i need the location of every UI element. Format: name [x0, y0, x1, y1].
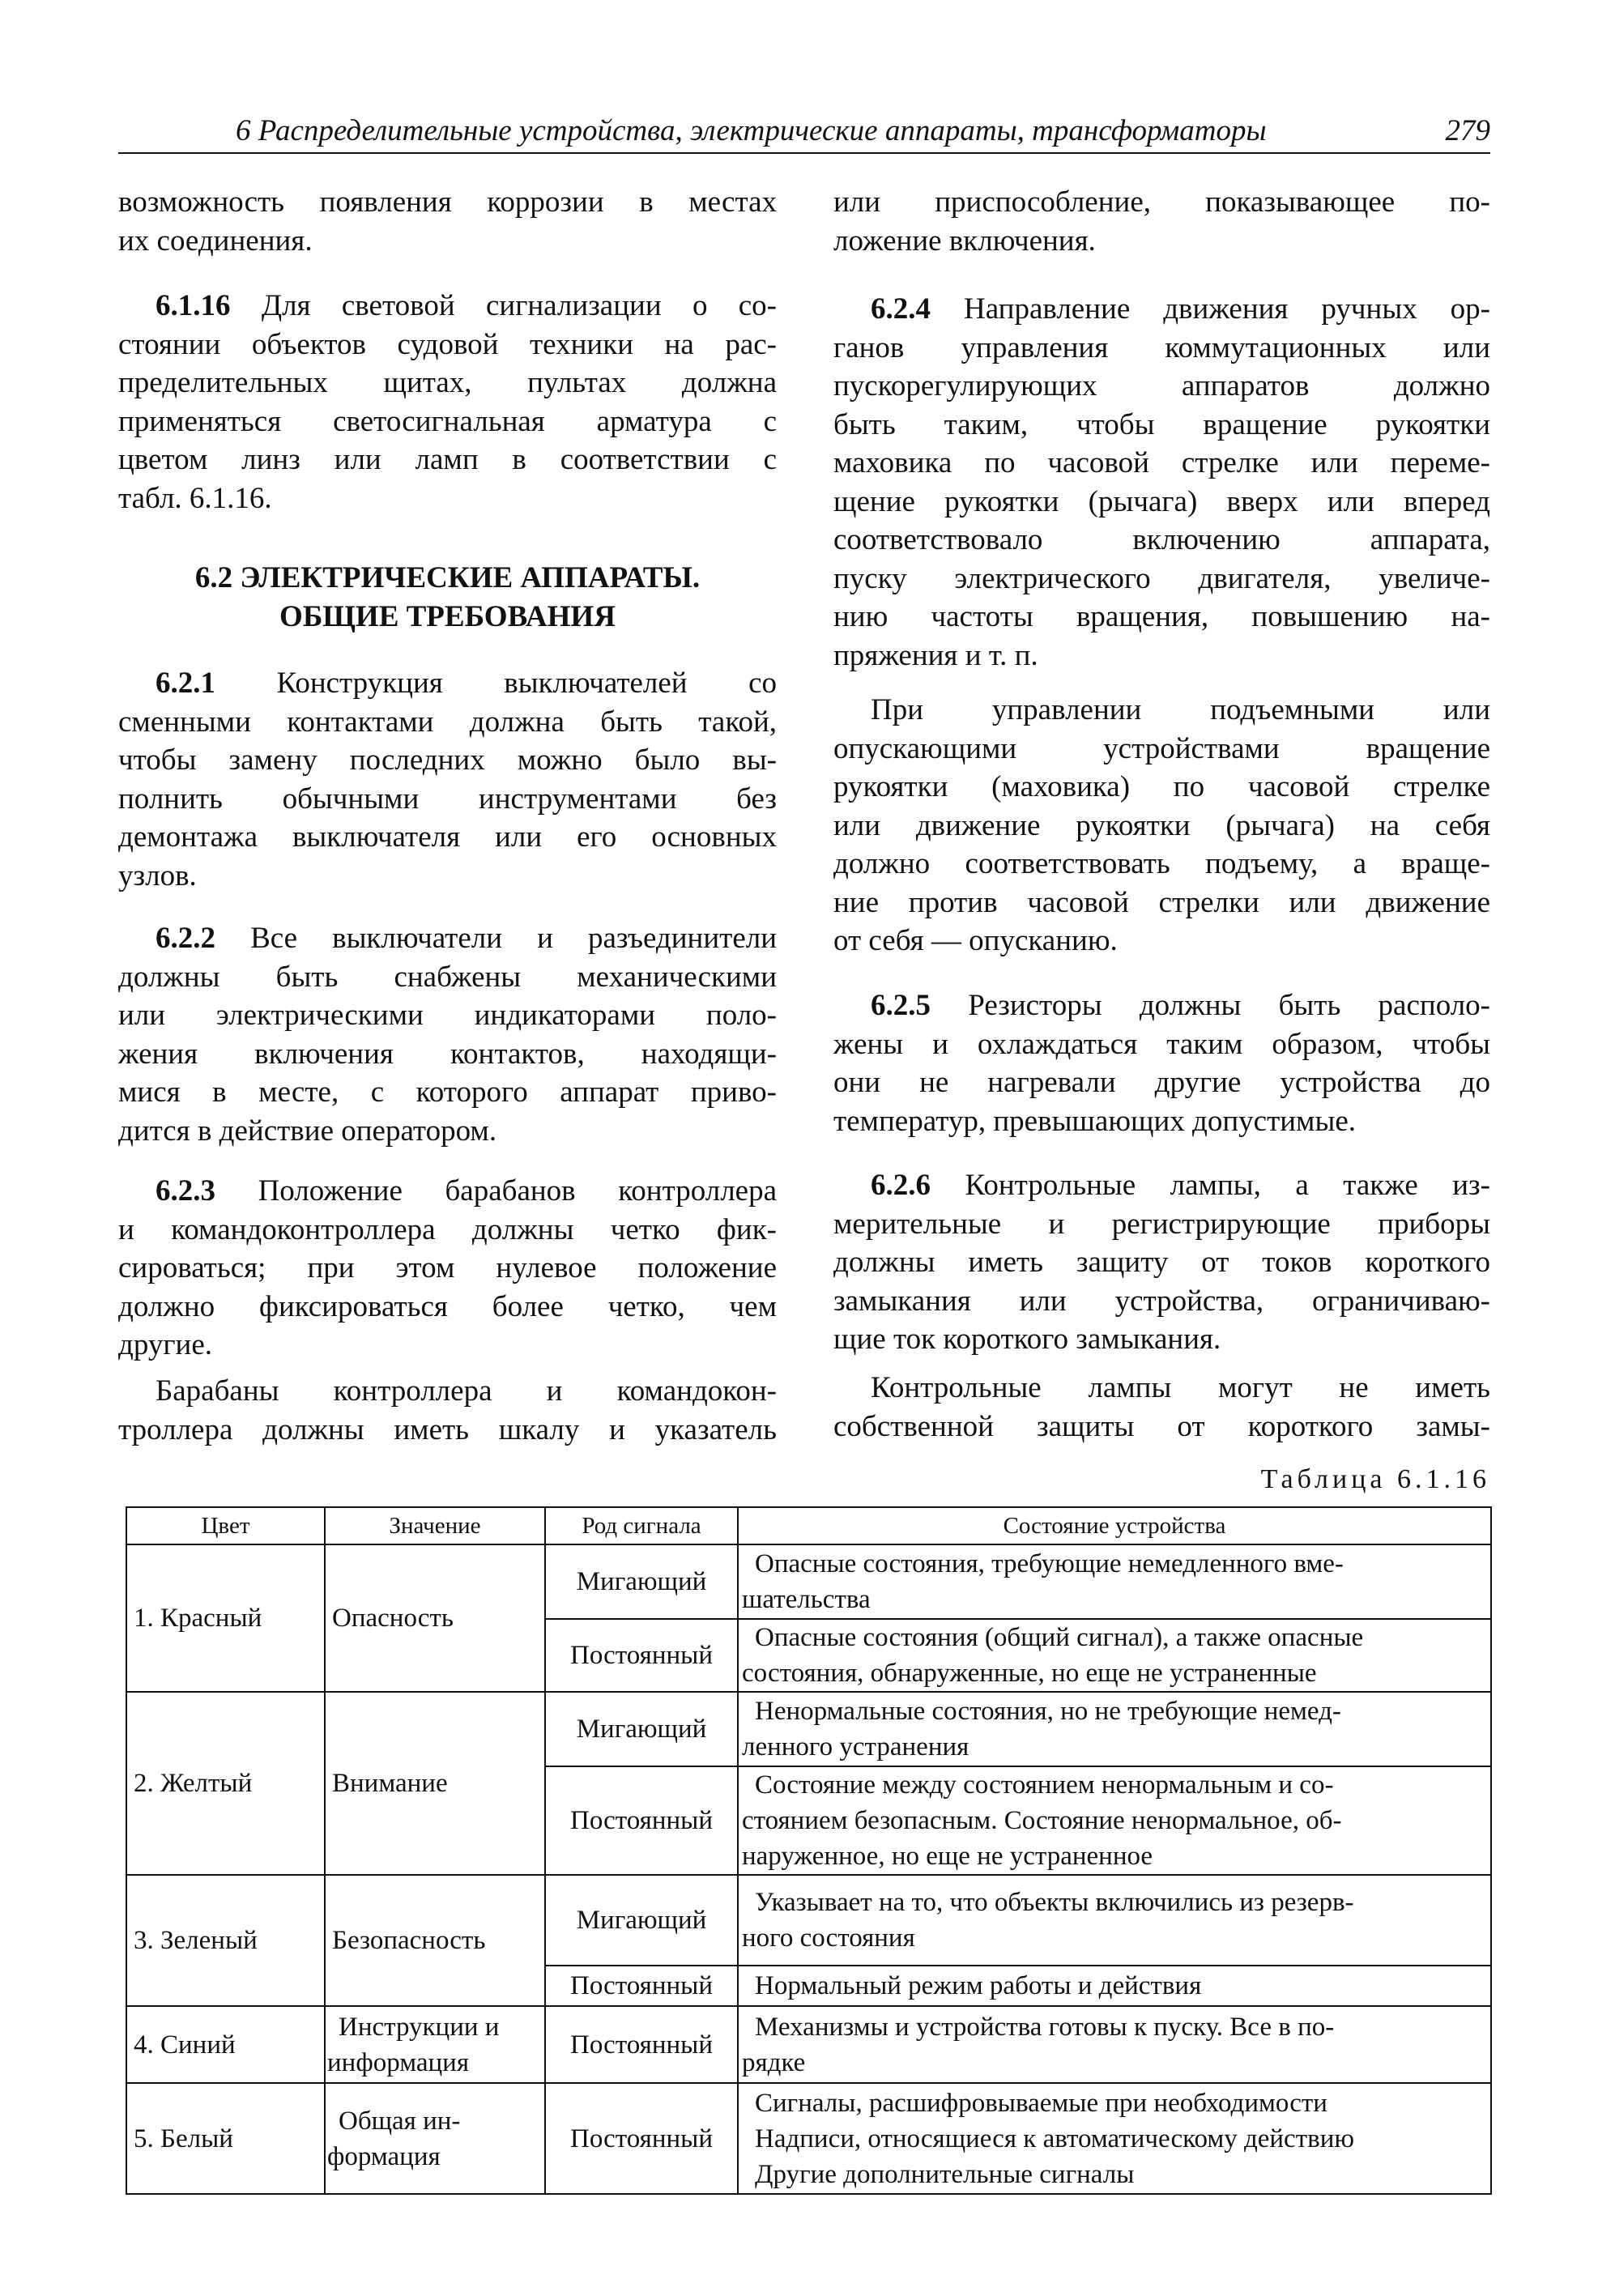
- description-line: ного состояния: [742, 1923, 915, 1953]
- line-text: возможность появления коррозии в местах: [118, 185, 777, 219]
- text-line: [833, 845, 1490, 884]
- text-line: [118, 818, 777, 857]
- clause-number: 6.2.4: [871, 292, 931, 326]
- text-line: [118, 326, 777, 364]
- text-line: [833, 807, 1490, 846]
- line-text: пуску электрического двигателя, увеличе-: [833, 561, 1490, 595]
- description-line: состояния, обнаруженные, но еще не устраненные: [742, 1659, 1317, 1688]
- text-line: [833, 444, 1490, 483]
- text-line: [118, 1112, 777, 1151]
- description-line: шательства: [742, 1585, 871, 1614]
- device-state-cell: [738, 1766, 1491, 1875]
- line-text: Барабаны контроллера и командокон-: [156, 1374, 777, 1408]
- text-line: [833, 560, 1490, 598]
- text-line: [118, 996, 777, 1035]
- table-row: [126, 1875, 1491, 1966]
- text-line: [833, 986, 1490, 1025]
- text-line: [118, 441, 777, 479]
- description-line: Другие дополнительные сигналы: [755, 2159, 1135, 2189]
- text-line: [833, 406, 1490, 445]
- line-text: щение рукоятки (рычага) вверх или вперед: [833, 484, 1490, 518]
- text-line: [833, 1025, 1490, 1064]
- text-line: [118, 559, 777, 598]
- line-text: ние против часовой стрелки или движение: [833, 885, 1490, 919]
- table-row: [126, 2006, 1491, 2083]
- signal-type-cell: Постоянный: [545, 1619, 738, 1692]
- line-text: должно соответствовать подъему, а враще-: [833, 847, 1490, 880]
- meaning-cell: [325, 1875, 545, 2006]
- signal-type-cell: Постоянный: [545, 1966, 738, 2006]
- signal-type-cell: Постоянный: [545, 1766, 738, 1875]
- right-paragraph: [833, 691, 1490, 961]
- line-text: соответствовало включению аппарата,: [833, 523, 1490, 556]
- line-text: Положение барабанов контроллера: [258, 1174, 778, 1208]
- text-line: [833, 1102, 1490, 1141]
- text-line: [833, 922, 1490, 961]
- color-cell: 3. Зеленый: [126, 1875, 325, 2006]
- description-line: Указывает на то, что объекты включились из резерв-: [755, 1888, 1354, 1917]
- text-line: [833, 483, 1490, 522]
- text-line: [833, 1408, 1490, 1446]
- text-line: [118, 479, 777, 518]
- text-line: [118, 919, 777, 958]
- table-row: [126, 1692, 1491, 1766]
- line-text: узлов.: [118, 858, 197, 892]
- table-header-row: [126, 1507, 1491, 1544]
- line-text: Все выключатели и разъединители: [250, 922, 778, 955]
- line-text: ложение включения.: [833, 224, 1096, 258]
- meaning-line: Инструкции и: [339, 2012, 500, 2042]
- line-text: они не нагревали другие устройства до: [833, 1066, 1490, 1099]
- meaning-line: Опасность: [332, 1604, 454, 1633]
- line-text: температур, превышающих допустимые.: [833, 1104, 1356, 1138]
- line-text: рукоятки (маховика) по часовой стрелке: [833, 770, 1490, 803]
- meaning-cell: [325, 2083, 545, 2194]
- text-line: [118, 403, 777, 441]
- right-paragraph: [833, 290, 1490, 675]
- line-text: Контрольные лампы могут не иметь: [871, 1371, 1490, 1404]
- device-state-cell: [738, 2006, 1491, 2083]
- line-text: табл. 6.1.16.: [118, 481, 272, 515]
- left-paragraph: [118, 664, 777, 895]
- line-text: Резисторы должны быть располо-: [968, 989, 1491, 1022]
- line-text: дится в действие оператором.: [118, 1114, 497, 1148]
- table-caption: Таблица 6.1.16: [1260, 1464, 1490, 1494]
- text-line: [833, 290, 1490, 329]
- line-text: и командоконтроллера должны четко фик-: [118, 1212, 777, 1246]
- text-line: [833, 1166, 1490, 1205]
- line-text: Для световой сигнализации о со-: [261, 289, 778, 322]
- line-text: демонтажа выключателя или его основных: [118, 820, 777, 854]
- column-header: Состояние устройства: [738, 1507, 1491, 1544]
- line-text: должны быть снабжены механическими: [118, 960, 777, 994]
- section-heading: [118, 559, 777, 636]
- device-state-cell: [738, 2083, 1491, 2194]
- left-paragraph: [118, 919, 777, 1150]
- description-line: Надписи, относящиеся к автоматическому действию: [755, 2123, 1355, 2153]
- line-text: пряжения и т. п.: [833, 638, 1038, 672]
- line-text: другие.: [118, 1328, 212, 1361]
- line-text: ганов управления коммутационных или: [833, 330, 1490, 364]
- meaning-cell: [325, 2006, 545, 2083]
- line-text: или движение рукоятки (рычага) на себя: [833, 808, 1490, 842]
- description-line: Опасные состояния, требующие немедленного вме-: [755, 1549, 1344, 1578]
- line-text: маховика по часовой стрелке или переме-: [833, 446, 1490, 479]
- text-line: [833, 1243, 1490, 1282]
- line-text: жены и охлаждаться таким образом, чтобы: [833, 1027, 1490, 1061]
- column-header: Значение: [325, 1507, 545, 1544]
- text-line: [833, 691, 1490, 730]
- text-line: [833, 329, 1490, 368]
- meaning-line: информация: [327, 2047, 470, 2077]
- meaning-cell: [325, 1544, 545, 1692]
- description-line: Механизмы и устройства готовы к пуску. Все в по-: [755, 2012, 1335, 2042]
- device-state-cell: [738, 1692, 1491, 1766]
- signal-type-cell: Мигающий: [545, 1875, 738, 1966]
- text-line: [118, 1288, 777, 1327]
- right-paragraph: [833, 1166, 1490, 1359]
- description-line: Ненормальные состояния, но не требующие немед-: [755, 1697, 1341, 1726]
- signal-type-cell: Постоянный: [545, 2006, 738, 2083]
- line-text: применяться светосигнальная арматура с: [118, 404, 777, 438]
- text-line: [118, 598, 777, 637]
- color-cell: 1. Красный: [126, 1544, 325, 1692]
- signal-color-table: [126, 1506, 1492, 2195]
- description-line: рядке: [742, 2047, 806, 2077]
- text-line: [118, 364, 777, 403]
- text-line: [118, 1249, 777, 1288]
- line-text: от себя — опусканию.: [833, 924, 1118, 957]
- text-line: [118, 1073, 777, 1112]
- line-text: должны иметь защиту от токов короткого: [833, 1246, 1490, 1279]
- description-line: стоянием безопасным. Состояние ненормальное, об-: [742, 1806, 1342, 1835]
- text-line: [118, 183, 777, 222]
- signal-type-cell: Постоянный: [545, 2083, 738, 2194]
- column-header: Род сигнала: [545, 1507, 738, 1544]
- text-line: [118, 1326, 777, 1365]
- text-line: [833, 222, 1490, 261]
- clause-number: 6.2.6: [871, 1169, 931, 1202]
- text-line: [833, 1205, 1490, 1244]
- device-state-cell: [738, 1619, 1491, 1692]
- line-text: троллера должны иметь шкалу и указатель: [118, 1412, 777, 1446]
- device-state-cell: [738, 1966, 1491, 2006]
- text-line: [833, 1282, 1490, 1321]
- text-line: [118, 958, 777, 997]
- text-line: [833, 1320, 1490, 1359]
- clause-number: 6.2.1: [156, 667, 215, 700]
- line-text: быть таким, чтобы вращение рукоятки: [833, 407, 1490, 441]
- meaning-cell: [325, 1692, 545, 1875]
- text-line: [833, 1369, 1490, 1408]
- meaning-line: Внимание: [332, 1769, 448, 1798]
- line-text: сменными контактами должна быть такой,: [118, 705, 777, 739]
- line-text: щие ток короткого замыкания.: [833, 1323, 1221, 1356]
- text-line: [118, 664, 777, 703]
- line-text: должно фиксироваться более четко, чем: [118, 1289, 777, 1323]
- table-row: [126, 1544, 1491, 1619]
- right-paragraph: [833, 183, 1490, 260]
- line-text: собственной защиты от короткого замы-: [833, 1409, 1490, 1443]
- text-line: [118, 703, 777, 742]
- text-line: [833, 730, 1490, 769]
- meaning-line: Безопасность: [332, 1926, 486, 1955]
- device-state-cell: [738, 1875, 1491, 1966]
- line-text: цветом линз или ламп в соответствии с: [118, 443, 777, 476]
- device-state-cell: [738, 1544, 1491, 1619]
- signal-type-cell: Мигающий: [545, 1692, 738, 1766]
- right-paragraph: [833, 1369, 1490, 1446]
- line-text: полнить обычными инструментами без: [118, 782, 777, 816]
- right-paragraph: [833, 986, 1490, 1140]
- left-paragraph: [118, 1172, 777, 1365]
- text-line: [833, 637, 1490, 675]
- meaning-line: формация: [327, 2141, 441, 2171]
- text-line: [118, 287, 777, 326]
- line-text: сироваться; при этом нулевое положение: [118, 1251, 777, 1284]
- description-line: Опасные состояния (общий сигнал), а также опасные: [755, 1623, 1364, 1652]
- line-text: замыкания или устройства, ограничиваю-: [833, 1284, 1490, 1318]
- line-text: или электрическими индикаторами поло-: [118, 999, 777, 1032]
- text-line: [833, 183, 1490, 222]
- line-text: 6.2 ЭЛЕКТРИЧЕСКИЕ АППАРАТЫ.: [194, 561, 701, 594]
- color-cell: 4. Синий: [126, 2006, 325, 2083]
- line-text: Контрольные лампы, а также из-: [965, 1169, 1490, 1202]
- left-paragraph: [118, 1372, 777, 1449]
- line-text: чтобы замену последних можно было вы-: [118, 743, 777, 777]
- description-line: наруженное, но еще не устраненное: [742, 1842, 1153, 1871]
- description-line: Состояние между состоянием ненормальным и со-: [755, 1770, 1334, 1800]
- text-line: [833, 598, 1490, 637]
- text-line: [118, 1172, 777, 1211]
- text-line: [833, 884, 1490, 922]
- text-line: [118, 1211, 777, 1250]
- clause-number: 6.2.3: [156, 1174, 215, 1208]
- text-line: [118, 222, 777, 261]
- description-line: ленного устранения: [742, 1732, 969, 1761]
- line-text: нию частоты вращения, повышению на-: [833, 600, 1490, 633]
- running-header: [118, 113, 1490, 154]
- text-line: [833, 521, 1490, 560]
- signal-type-cell: Мигающий: [545, 1544, 738, 1619]
- table-row: [126, 2083, 1491, 2194]
- text-line: [118, 741, 777, 780]
- color-cell: 2. Желтый: [126, 1692, 325, 1875]
- line-text: Конструкция выключателей со: [276, 667, 777, 700]
- line-text: жения включения контактов, находящи-: [118, 1037, 777, 1071]
- text-line: [118, 1035, 777, 1074]
- left-paragraph: [118, 183, 777, 260]
- clause-number: 6.2.2: [156, 922, 215, 955]
- line-text: мерительные и регистрирующие приборы: [833, 1207, 1490, 1241]
- line-text: пускорегулирующих аппаратов должно: [833, 369, 1490, 403]
- text-line: [833, 1063, 1490, 1102]
- text-line: [118, 1411, 777, 1450]
- text-line: [118, 857, 777, 896]
- text-line: [118, 1372, 777, 1411]
- text-line: [118, 780, 777, 819]
- text-line: [833, 367, 1490, 406]
- meaning-line: Общая ин-: [339, 2106, 461, 2136]
- description-line: Нормальный режим работы и действия: [755, 1971, 1202, 2000]
- line-text: их соединения.: [118, 224, 313, 258]
- text-line: [833, 768, 1490, 807]
- line-text: Направление движения ручных ор-: [963, 292, 1491, 326]
- page-number: 279: [1445, 114, 1490, 147]
- clause-number: 6.1.16: [156, 289, 231, 322]
- line-text: пределительных щитах, пультах должна: [118, 366, 777, 399]
- line-text: стоянии объектов судовой техники на рас-: [118, 327, 777, 361]
- running-header-title: 6 Распределительные устройства, электрические аппараты, трансформаторы: [236, 114, 1267, 147]
- line-text: или приспособление, показывающее по-: [833, 185, 1490, 219]
- color-cell: 5. Белый: [126, 2083, 325, 2194]
- line-text: опускающими устройствами вращение: [833, 731, 1490, 765]
- description-line: Сигналы, расшифровываемые при необходимости: [755, 2088, 1327, 2118]
- left-paragraph: [118, 287, 777, 518]
- column-header: Цвет: [126, 1507, 325, 1544]
- clause-number: 6.2.5: [871, 989, 931, 1022]
- line-text: ОБЩИЕ ТРЕБОВАНИЯ: [279, 599, 616, 633]
- line-text: мися в месте, с которого аппарат приво-: [118, 1076, 777, 1109]
- line-text: При управлении подъемными или: [871, 693, 1490, 726]
